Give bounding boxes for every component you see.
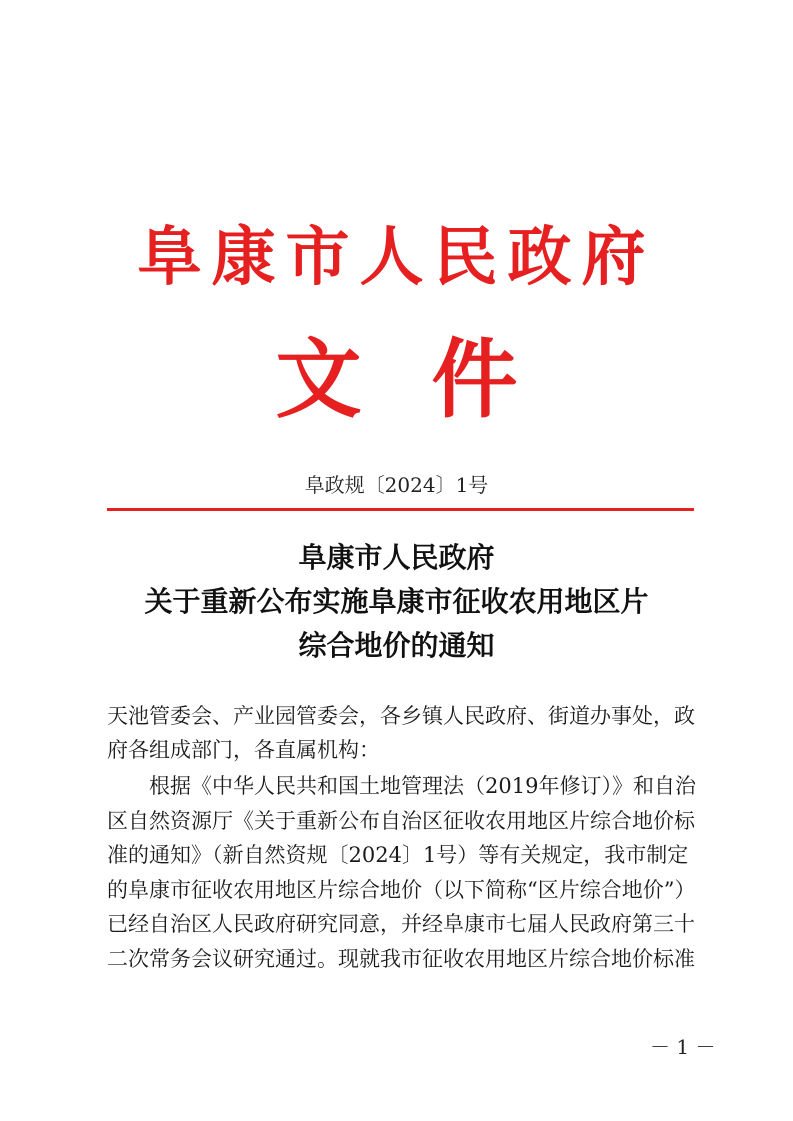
notice-title xyxy=(0,536,793,668)
body-line: 准的通知》（新自然资规〔2024〕1号）等有关规定，我市制定 xyxy=(107,843,689,867)
addressee-line: 天池管委会、产业园管委会，各乡镇人民政府、街道办事处，政 xyxy=(107,704,695,728)
notice-title-line: 综合地价的通知 xyxy=(298,629,495,662)
body-line: 的阜康市征收农用地区片综合地价（以下简称“区片综合地价”） xyxy=(107,877,696,902)
notice-title-line: 关于重新公布实施阜康市征收农用地区片 xyxy=(144,585,649,618)
document-number: 阜政规〔2024〕1号 xyxy=(304,473,489,497)
document-kind-title: 文件 xyxy=(275,329,588,430)
page-number: － 1 － xyxy=(650,1035,716,1059)
addressee-line: 府各组成部门，各直属机构： xyxy=(107,738,380,762)
notice-title-line: 阜康市人民政府 xyxy=(298,541,495,574)
body-line: 根据《中华人民共和国土地管理法（2019年修订）》和自治 xyxy=(149,774,696,798)
issuing-authority-title: 阜康市人民政府 xyxy=(137,220,656,295)
addressee-block xyxy=(107,699,697,767)
body-line: 区自然资源厅《关于重新公布自治区征收农用地区片综合地价标 xyxy=(107,808,695,833)
body-line: 二次常务会议研究通过。现就我市征收农用地区片综合地价标准 xyxy=(107,946,695,971)
red-divider-line xyxy=(107,508,694,511)
body-paragraph xyxy=(107,769,697,976)
body-line: 已经自治区人民政府研究同意，并经阜康市七届人民政府第三十 xyxy=(107,912,695,936)
